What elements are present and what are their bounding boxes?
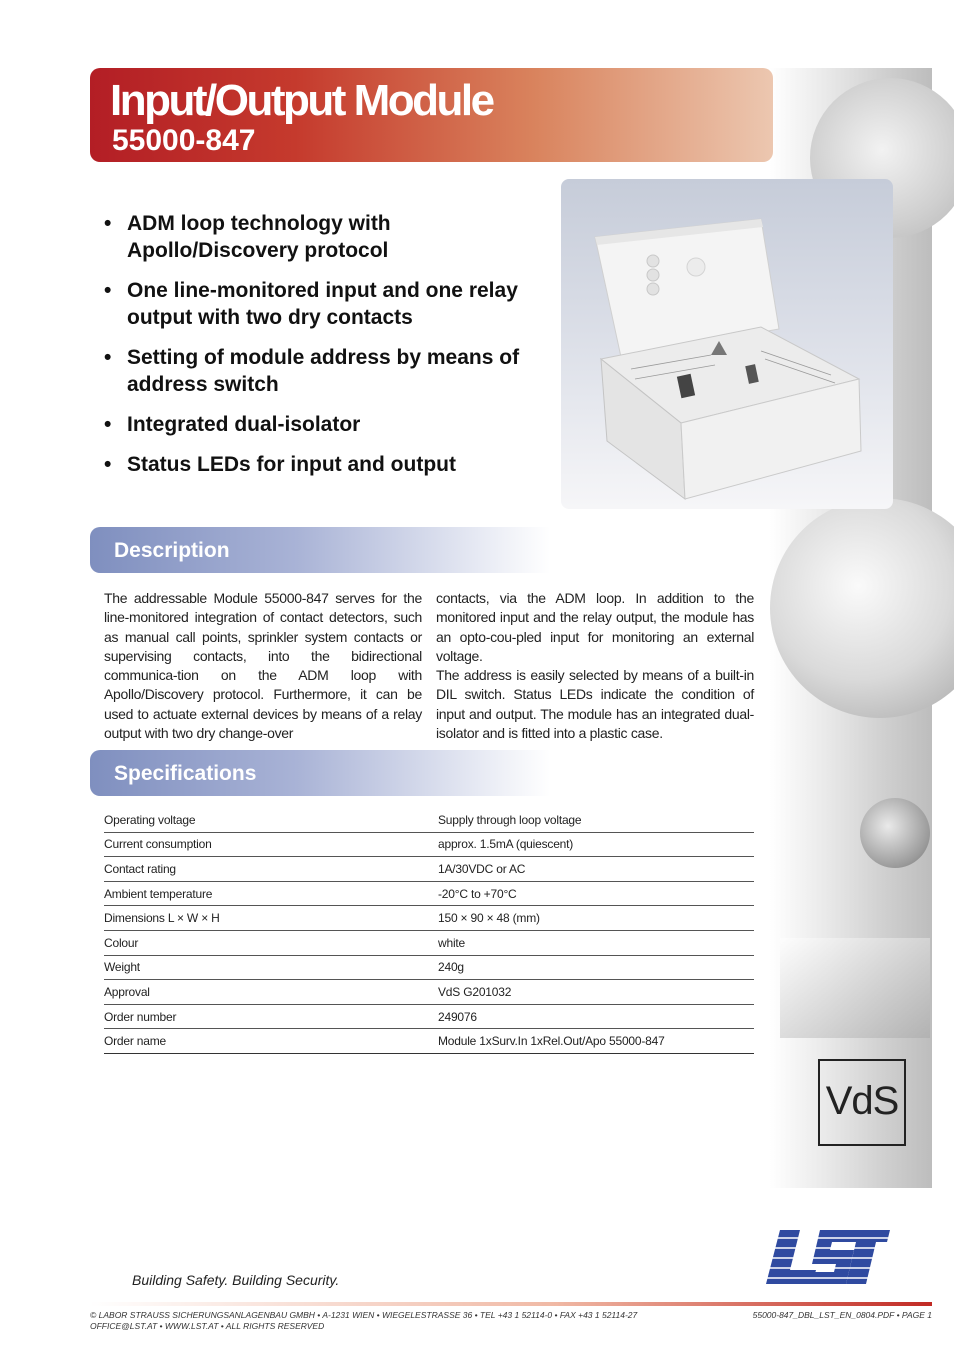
description-paragraph: contacts, via the ADM loop. In addition to the monitored input and the relay output, the module has an opto-cou-pled input for monitoring an external voltage. [436, 590, 754, 664]
feature-item: • One line-monitored input and one relay output with two dry contacts [104, 279, 518, 329]
tagline: Building Safety. Building Security. [132, 1272, 340, 1288]
feature-item: • Status LEDs for input and output [104, 453, 456, 476]
description-column-2 [436, 589, 754, 743]
page-title: Input/Output Module [110, 76, 493, 125]
part-number: 55000-847 [112, 124, 256, 157]
table-row: Contact rating 1A/30VDC or AC [104, 857, 754, 882]
description-paragraph: The address is easily selected by means of a built-in DIL switch. Status LEDs indicate the condition of input and output. The module has an integrated dual-isolator and is fitted into a plastic case. [436, 667, 754, 742]
vds-logo: VdS [818, 1059, 906, 1146]
bullet-icon: • [104, 346, 112, 369]
specifications-table [104, 808, 754, 1054]
table-row: Colour white [104, 930, 754, 955]
footer-company-info [90, 1310, 710, 1332]
footer-contact: OFFICE@LST.AT • WWW.LST.AT • ALL RIGHTS RESERVED [90, 1321, 325, 1331]
description-header [90, 527, 550, 573]
table-row: Order number 249076 [104, 1004, 754, 1029]
table-row: Order name Module 1xSurv.In 1xRel.Out/Apo 55000-847 [104, 1029, 754, 1054]
title-banner [90, 68, 773, 162]
table-row: Current consumption approx. 1.5mA (quiescent) [104, 832, 754, 857]
bullet-icon: • [104, 413, 112, 436]
bullet-icon: • [104, 453, 112, 476]
feature-list [104, 210, 534, 491]
product-image [561, 179, 893, 509]
panel-photo [780, 938, 930, 1038]
table-row: Dimensions L × W × H 150 × 90 × 48 (mm) [104, 906, 754, 931]
feature-item: • Integrated dual-isolator [104, 413, 361, 436]
table-row: Operating voltage Supply through loop voltage [104, 808, 754, 832]
table-row: Approval VdS G201032 [104, 980, 754, 1005]
footer-divider [90, 1302, 932, 1306]
table-row: Ambient temperature -20°C to +70°C [104, 881, 754, 906]
feature-item: • ADM loop technology with Apollo/Discovery protocol [104, 212, 391, 262]
section-title: Description [114, 539, 230, 562]
lst-logo [766, 1226, 890, 1288]
table-row: Weight 240g [104, 955, 754, 980]
key-photo [860, 798, 930, 868]
footer-address: © LABOR STRAUSS SICHERUNGSANLAGENBAU GMBH • A-1231 WIEN • WIEGELESTRASSE 36 • TEL +43 1 52114-0 • FAX +43 1 52114-27 [90, 1310, 638, 1320]
specifications-header [90, 750, 550, 796]
smoke-detector-photo [770, 498, 954, 718]
section-title: Specifications [114, 762, 257, 785]
bullet-icon: • [104, 279, 112, 302]
description-column-1: The addressable Module 55000-847 serves for the line-monitored integration of contact detectors, such as manual call points, sprinkler system contacts or supervising contacts, into the bidirectional communica-tion on the ADM loop with Apollo/Discovery protocol. Furthermore, it can be used to actuate external devices by means of a relay output with two dry change-over [104, 590, 422, 742]
bullet-icon: • [104, 212, 112, 235]
footer-document-ref: 55000-847_DBL_LST_EN_0804.PDF • PAGE 1 [752, 1310, 932, 1320]
feature-item: • Setting of module address by means of address switch [104, 346, 520, 396]
